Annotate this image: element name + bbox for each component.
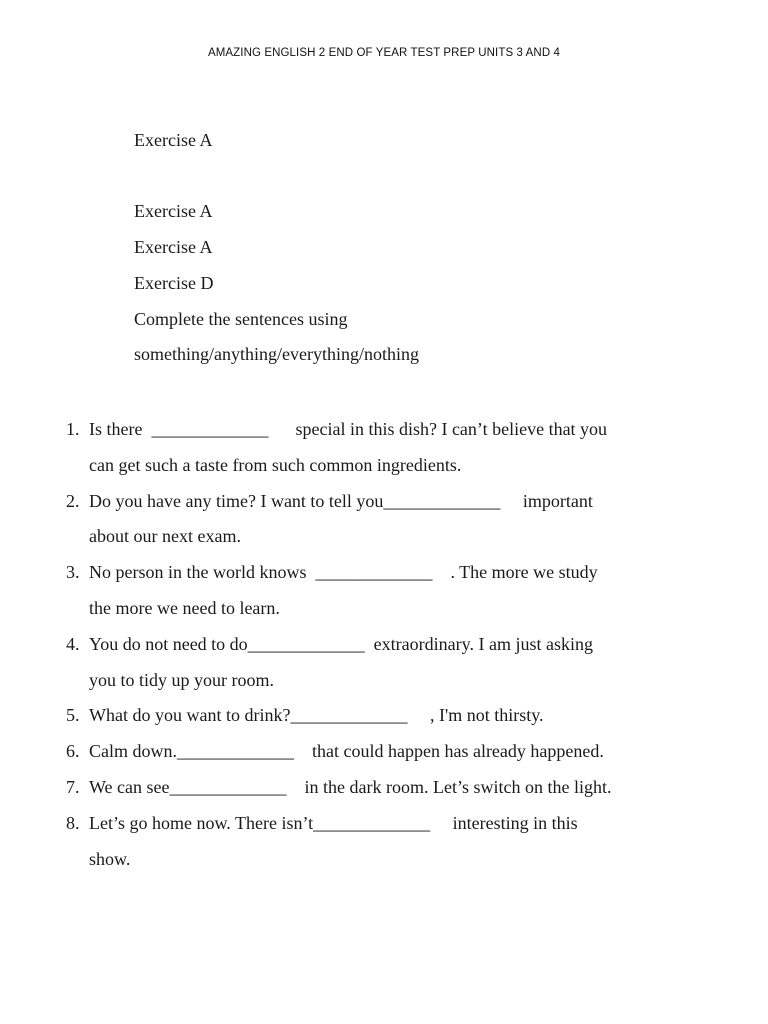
sentence-line: show. — [89, 848, 131, 869]
list-item — [0, 555, 689, 627]
item-number: 2. — [66, 490, 80, 511]
sentence-line: you to tidy up your room. — [89, 669, 274, 690]
sentence-line: can get such a taste from such common ingredients. — [89, 454, 462, 475]
list-item — [0, 627, 689, 699]
item-number: 8. — [66, 812, 80, 833]
exercise-list — [0, 412, 768, 877]
sentence-line: Is there _____________ special in this dish? I can’t believe that you — [89, 419, 608, 439]
sentence-line: the more we need to learn. — [89, 597, 280, 618]
exercise-heading: Exercise A — [134, 237, 213, 257]
sentence-line: What do you want to drink?_____________ , I'm not thirsty. — [89, 705, 544, 726]
sentence-line: Do you have any time? I want to tell you_____________ important — [89, 490, 593, 511]
instruction-word-list: something/anything/everything/nothing — [134, 344, 419, 364]
item-number: 3. — [66, 562, 80, 583]
instruction-text: Complete the sentences using — [134, 309, 348, 329]
exercise-heading: Exercise D — [134, 273, 214, 293]
exercise-heading: Exercise A — [134, 201, 213, 221]
list-item — [0, 412, 689, 484]
list-item — [0, 770, 689, 806]
list-item — [0, 698, 689, 734]
sentence-line: Calm down._____________ that could happen has already happened. — [89, 741, 604, 762]
exercise-heading: Exercise A — [134, 130, 213, 150]
page-header: AMAZING ENGLISH 2 END OF YEAR TEST PREP UNITS 3 AND 4 — [207, 47, 561, 59]
item-number: 1. — [66, 419, 80, 439]
sentence-line: You do not need to do_____________ extraordinary. I am just asking — [89, 633, 593, 654]
list-item — [0, 734, 689, 770]
sentence-line: We can see_____________ in the dark room. Let’s switch on the light. — [89, 776, 612, 797]
list-item — [0, 484, 689, 556]
list-item — [0, 806, 689, 878]
sentence-line: about our next exam. — [89, 526, 241, 547]
sentence-line: No person in the world knows _____________ . The more we study — [89, 562, 598, 583]
item-number: 5. — [66, 705, 80, 726]
item-number: 7. — [66, 776, 80, 797]
item-number: 6. — [66, 741, 80, 762]
item-number: 4. — [66, 633, 80, 654]
sentence-line: Let’s go home now. There isn’t_____________ interesting in this — [89, 812, 578, 833]
